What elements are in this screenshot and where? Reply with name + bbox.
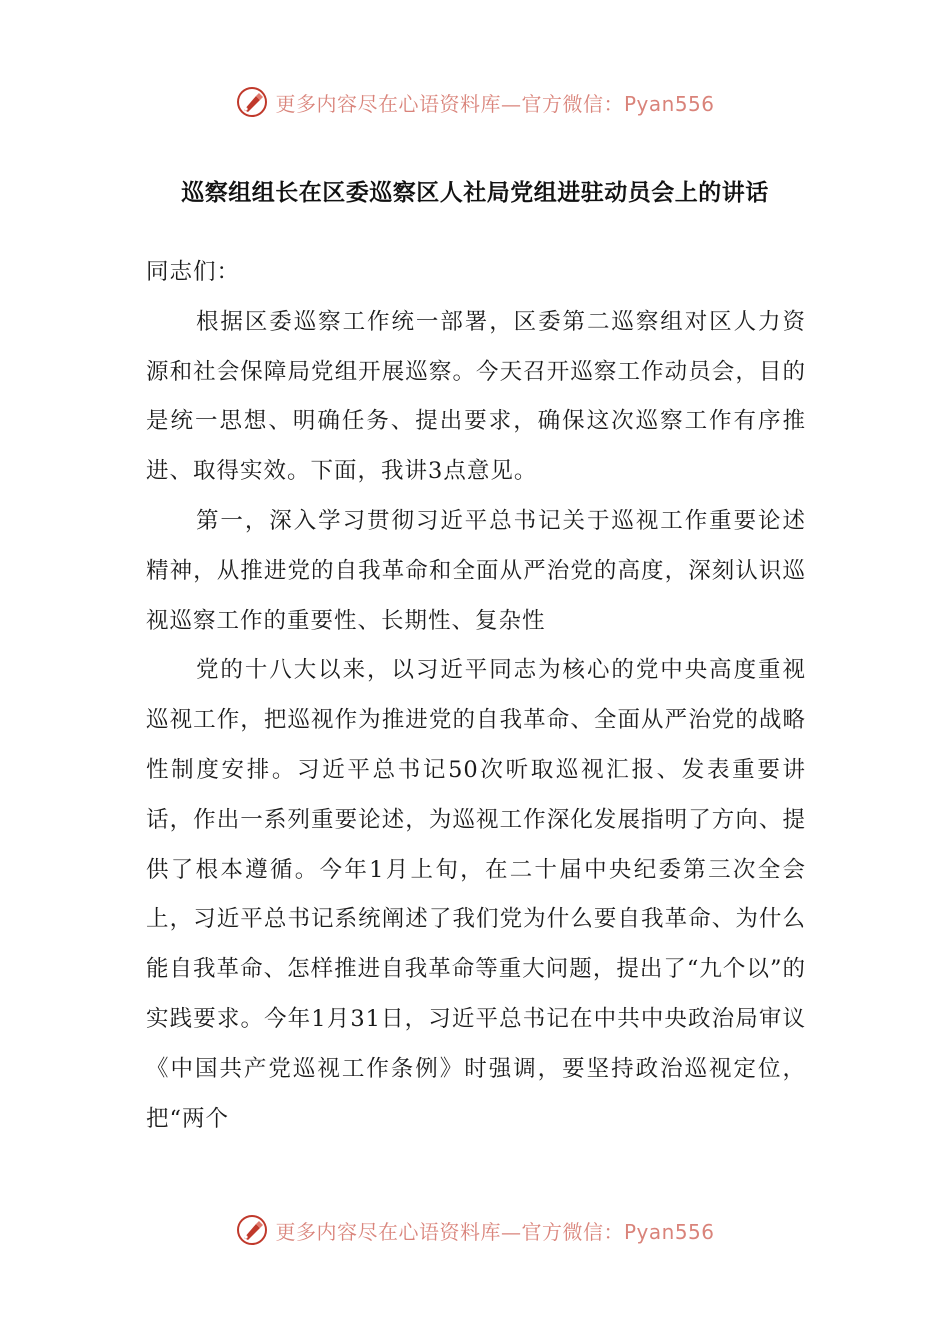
paragraph-body: 党的十八大以来，以习近平同志为核心的党中央高度重视巡视工作，把巡视作为推进党的自我革命、全面从严治党的战略性制度安排。习近平总书记50次听取巡视汇报、发表重要讲话，作出一系列重要论述，为巡视工作深化发展指明了方向、提供了根本遵循。今年1月上旬，在二十届中央纪委第三次全会上，习近平总书记系统阐述了我们党为什么要自我革命、为什么能自我革命、怎样推进自我革命等重大问题，提出了“九个以”的实践要求。今年1月31日，习近平总书记在中共中央政治局审议《中国共产党巡视工作条例》时强调，要坚持政治巡视定位，把“两个 <box>146 657 806 1132</box>
watermark-footer <box>0 1210 950 1250</box>
watermark-header <box>0 82 950 122</box>
watermark-text: 更多内容尽在心语资料库—官方微信：Pyan556 <box>275 91 715 116</box>
paragraph-intro: 根据区委巡察工作统一部署，区委第二巡察组对区人力资源和社会保障局党组开展巡察。今天召开巡察工作动员会，目的是统一思想、明确任务、提出要求，确保这次巡察工作有序推进、取得实效。下面，我讲3点意见。 <box>146 308 806 485</box>
pen-nib-logo-icon <box>235 85 269 119</box>
paragraph-section-one-heading: 第一，深入学习贯彻习近平总书记关于巡视工作重要论述精神，从推进党的自我革命和全面从严治党的高度，深刻认识巡视巡察工作的重要性、长期性、复杂性 <box>146 507 806 634</box>
watermark-text: 更多内容尽在心语资料库—官方微信：Pyan556 <box>275 1219 715 1244</box>
watermark-wechat-id: Pyan556 <box>623 91 715 116</box>
document-title: 巡察组组长在区委巡察区人社局党组进驻动员会上的讲话 <box>181 180 769 206</box>
pen-nib-logo-icon <box>235 1213 269 1247</box>
salutation: 同志们： <box>146 259 241 285</box>
watermark-wechat-id: Pyan556 <box>623 1219 715 1244</box>
document-body <box>146 248 806 1144</box>
